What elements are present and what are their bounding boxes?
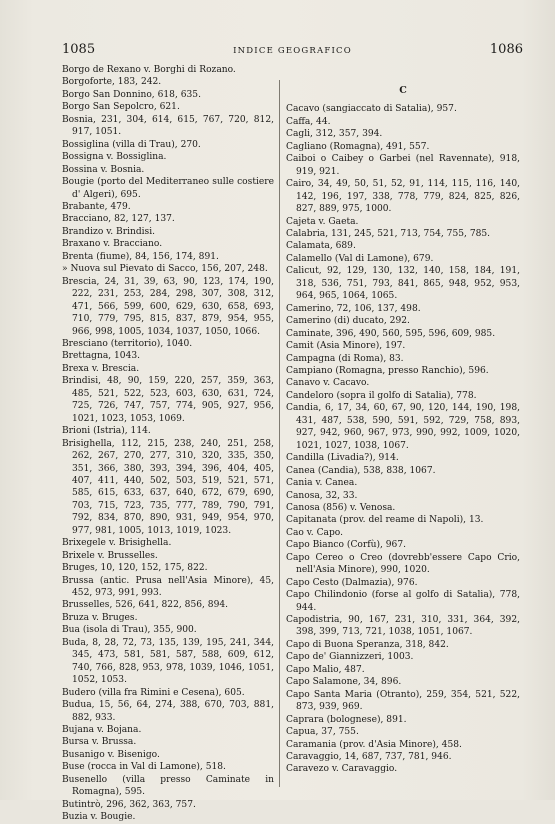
index-entry: Caminate, 396, 490, 560, 595, 596, 609, 985. [286,328,496,339]
index-entry: Buda, 8, 28, 72, 73, 135, 139, 195, 241, 344, 345, 473, 581, 581, 587, 588, 609, 612, 740, 766, 828, 953, 978, 1039, 1046, 1051, 1052, 1053. [62,637,274,686]
index-entry: Bossiglina (villa di Trau), 270. [62,139,201,150]
index-entry: Cairo, 34, 49, 50, 51, 52, 91, 114, 115, 116, 140, 142, 196, 197, 338, 778, 779, 824, 825, 826, 827, 889, 975, 1000. [286,179,520,215]
index-entry: Caprara (bolognese), 891. [286,714,407,725]
index-entry: Bougie (porto del Mediterraneo sulle costiere d' Algeri), 695. [62,177,274,200]
index-entry: Bresciano (territorio), 1040. [62,338,193,349]
index-entry: Bossigna v. Bossiglina. [62,152,167,163]
index-entry: Capo Cesto (Dalmazia), 976. [286,577,418,588]
index-entry: Cagliano (Romagna), 491, 557. [286,141,430,152]
index-entry: Caravezo v. Caravaggio. [286,764,398,775]
index-entry: Caffa, 44. [286,116,331,127]
index-entry: Buse (rocca in Val di Lamone), 518. [62,762,226,773]
index-entry: Caramania (prov. d'Asia Minore), 458. [286,739,462,750]
index-entry: Caiboi o Caibey o Garbei (nel Ravennate), 918, 919, 921. [286,154,520,177]
index-entry: Cania v. Canea. [286,478,358,489]
index-entry: Calabria, 131, 245, 521, 713, 754, 755, 785. [286,228,491,239]
index-entry: Capo di Buona Speranza, 318, 842. [286,639,449,650]
index-entry: Borgoforte, 183, 242. [62,77,162,88]
index-entry: Bossina v. Bosnia. [62,164,145,175]
right-entries [286,103,520,775]
index-entry: Brenta (fiume), 84, 156, 174, 891. [62,251,219,262]
index-entry: Calicut, 92, 129, 130, 132, 140, 158, 184, 191, 318, 536, 751, 793, 841, 865, 948, 952, 953, 964, 965, 1064, 1065. [286,266,520,302]
index-entry: Canavo v. Cacavo. [286,378,370,389]
index-entry: Capo Malio, 487. [286,664,365,675]
index-entry: Candeloro (sopra il golfo di Satalia), 778. [286,390,477,401]
index-entry: Bua (isola di Trau), 355, 900. [62,625,197,636]
index-entry: Braxano v. Bracciano. [62,239,163,250]
index-entry: Brescia, 24, 31, 39, 63, 90, 123, 174, 190, 222, 231, 253, 284, 298, 307, 308, 312, 471, 566, 599, 600, 629, 630, 658, 693, 710, 779, 795, 815, 837, 879, 954, 955, 966, 998, 1005, 1034, 1037, 1050, 1066. [62,276,274,337]
section-letter: C [399,85,407,96]
index-entry: Capo Salamone, 34, 896. [286,677,402,688]
index-entry: Capo Cereo o Creo (dovrebb'essere Capo Crio, nell'Asia Minore), 990, 1020. [286,552,520,576]
index-entry: Busenello (villa presso Caminate in Romagna), 595. [62,774,274,798]
index-entry: Budero (villa fra Rimini e Cesena), 605. [62,687,245,698]
index-entry: Bursa v. Brussa. [62,737,137,748]
index-entry: Bujana v. Bojana. [62,725,142,736]
index-entry: Bruza v. Bruges. [62,612,138,623]
index-entry: Brindisi, 48, 90, 159, 220, 257, 359, 363, 485, 521, 522, 523, 603, 630, 631, 724, 725, 726, 747, 757, 774, 905, 927, 956, 1021, 1023, 1053, 1069. [62,376,274,424]
index-entry: Brisighella, 112, 215, 238, 240, 251, 258, 262, 267, 270, 277, 310, 320, 335, 350, 351, 366, 380, 393, 394, 396, 404, 405, 407, 411, 440, 502, 503, 519, 521, 571, 585, 615, 633, 637, 640, 672, 679, 690, 703, 715, 723, 735, 777, 789, 790, 791, 792, 834, 870, 890, 931, 949, 954, 970, 977, 981, 1005, 1013, 1019, 1023. [62,438,274,536]
index-entry: Borgo San Donnino, 618, 635. [62,89,201,100]
index-entry: Cao v. Capo. [286,527,343,538]
index-entry: Capo Chilindonio (forse al golfo di Satalia), 778, 944. [286,590,520,613]
index-entry: Brixele v. Brusselles. [62,550,158,561]
index-entry: Buzia v. Bougie. [62,812,136,823]
index-entry: Bracciano, 82, 127, 137. [62,214,175,225]
index-entry: Borgo de Rexano v. Borghi di Rozano. [62,65,236,75]
index-entry: Campiano (Romagna, presso Ranchio), 596. [286,365,489,376]
index-entry: Calamata, 689. [286,241,356,252]
index-entry: Canosa, 32, 33. [286,490,358,501]
index-entry: Candia, 6, 17, 34, 60, 67, 90, 120, 144, 190, 198, 431, 487, 538, 590, 591, 592, 729, 758, 893, 927, 942, 960, 967, 973, 990, 992, 1009, 1020, 1021, 1027, 1038, 1067. [286,403,520,451]
index-entry: Budua, 15, 56, 64, 274, 388, 670, 703, 881, 882, 933. [62,700,274,723]
index-entry: Capitanata (prov. del reame di Napoli), 13. [286,515,484,526]
running-title: INDICE GEOGRAFICO [233,46,352,56]
index-entry: Capo de' Giannizzeri, 1003. [286,652,414,663]
column-divider [279,80,280,787]
index-entry: Calamello (Val di Lamone), 679. [286,253,434,264]
index-entry: Canosa (856) v. Venosa. [286,502,396,513]
index-entry: Borgo San Sepolcro, 621. [62,102,180,113]
index-entry: Camerino, 72, 106, 137, 498. [286,303,421,314]
index-entry: Cagli, 312, 357, 394. [286,129,383,140]
index-entry: Brettagna, 1043. [62,351,141,362]
right-column [286,80,520,776]
index-entry: Capua, 37, 755. [286,727,359,738]
index-entry: Capo Santa Maria (Otranto), 259, 354, 521, 522, 873, 939, 969. [286,689,520,713]
index-entry: Camit (Asia Minore), 197. [286,341,406,352]
index-entry: Capo Bianco (Corfù), 967. [286,540,407,551]
index-entry: Bruges, 10, 120, 152, 175, 822. [62,563,208,574]
index-entry: Brandizo v. Brindisi. [62,226,156,237]
index-entry: Bosnia, 231, 304, 614, 615, 767, 720, 812, 917, 1051. [62,114,274,138]
index-entry: Brabante, 479. [62,201,131,212]
index-entry: Brussa (antic. Prusa nell'Asia Minore), 45, 452, 973, 991, 993. [62,575,274,599]
page-header [62,42,523,64]
index-entry: Campagna (di Roma), 83. [286,353,404,364]
index-entry: Butintrò, 296, 362, 363, 757. [62,799,196,810]
index-entry: Busanigo v. Bisenigo. [62,749,160,760]
index-entry: Brioni (Istria), 114. [62,426,151,437]
index-entry: Caravaggio, 14, 687, 737, 781, 946. [286,752,452,763]
index-entry: Canea (Candia), 538, 838, 1067. [286,465,436,476]
index-entry: Brusselles, 526, 641, 822, 856, 894. [62,600,229,611]
index-entry: Camerino (di) ducato, 292. [286,316,410,327]
index-entry: Cajeta v. Gaeta. [286,216,359,227]
index-entry: Brixegele v. Brisighella. [62,538,172,549]
index-entry: Brexa v. Brescia. [62,363,140,374]
page-number-right: 1086 [489,42,523,57]
page-number-left: 1085 [62,42,96,57]
left-column [62,64,274,824]
index-entry: Candilla (Livadia?), 914. [286,453,399,464]
index-entry: » Nuova sul Pievato di Sacco, 156, 207, 248. [62,264,268,275]
index-entry: Cacavo (sangiaccato di Satalia), 957. [286,104,457,115]
index-entry: Capodistria, 90, 167, 231, 310, 331, 364, 392, 398, 399, 713, 721, 1038, 1051, 1067. [286,615,520,638]
